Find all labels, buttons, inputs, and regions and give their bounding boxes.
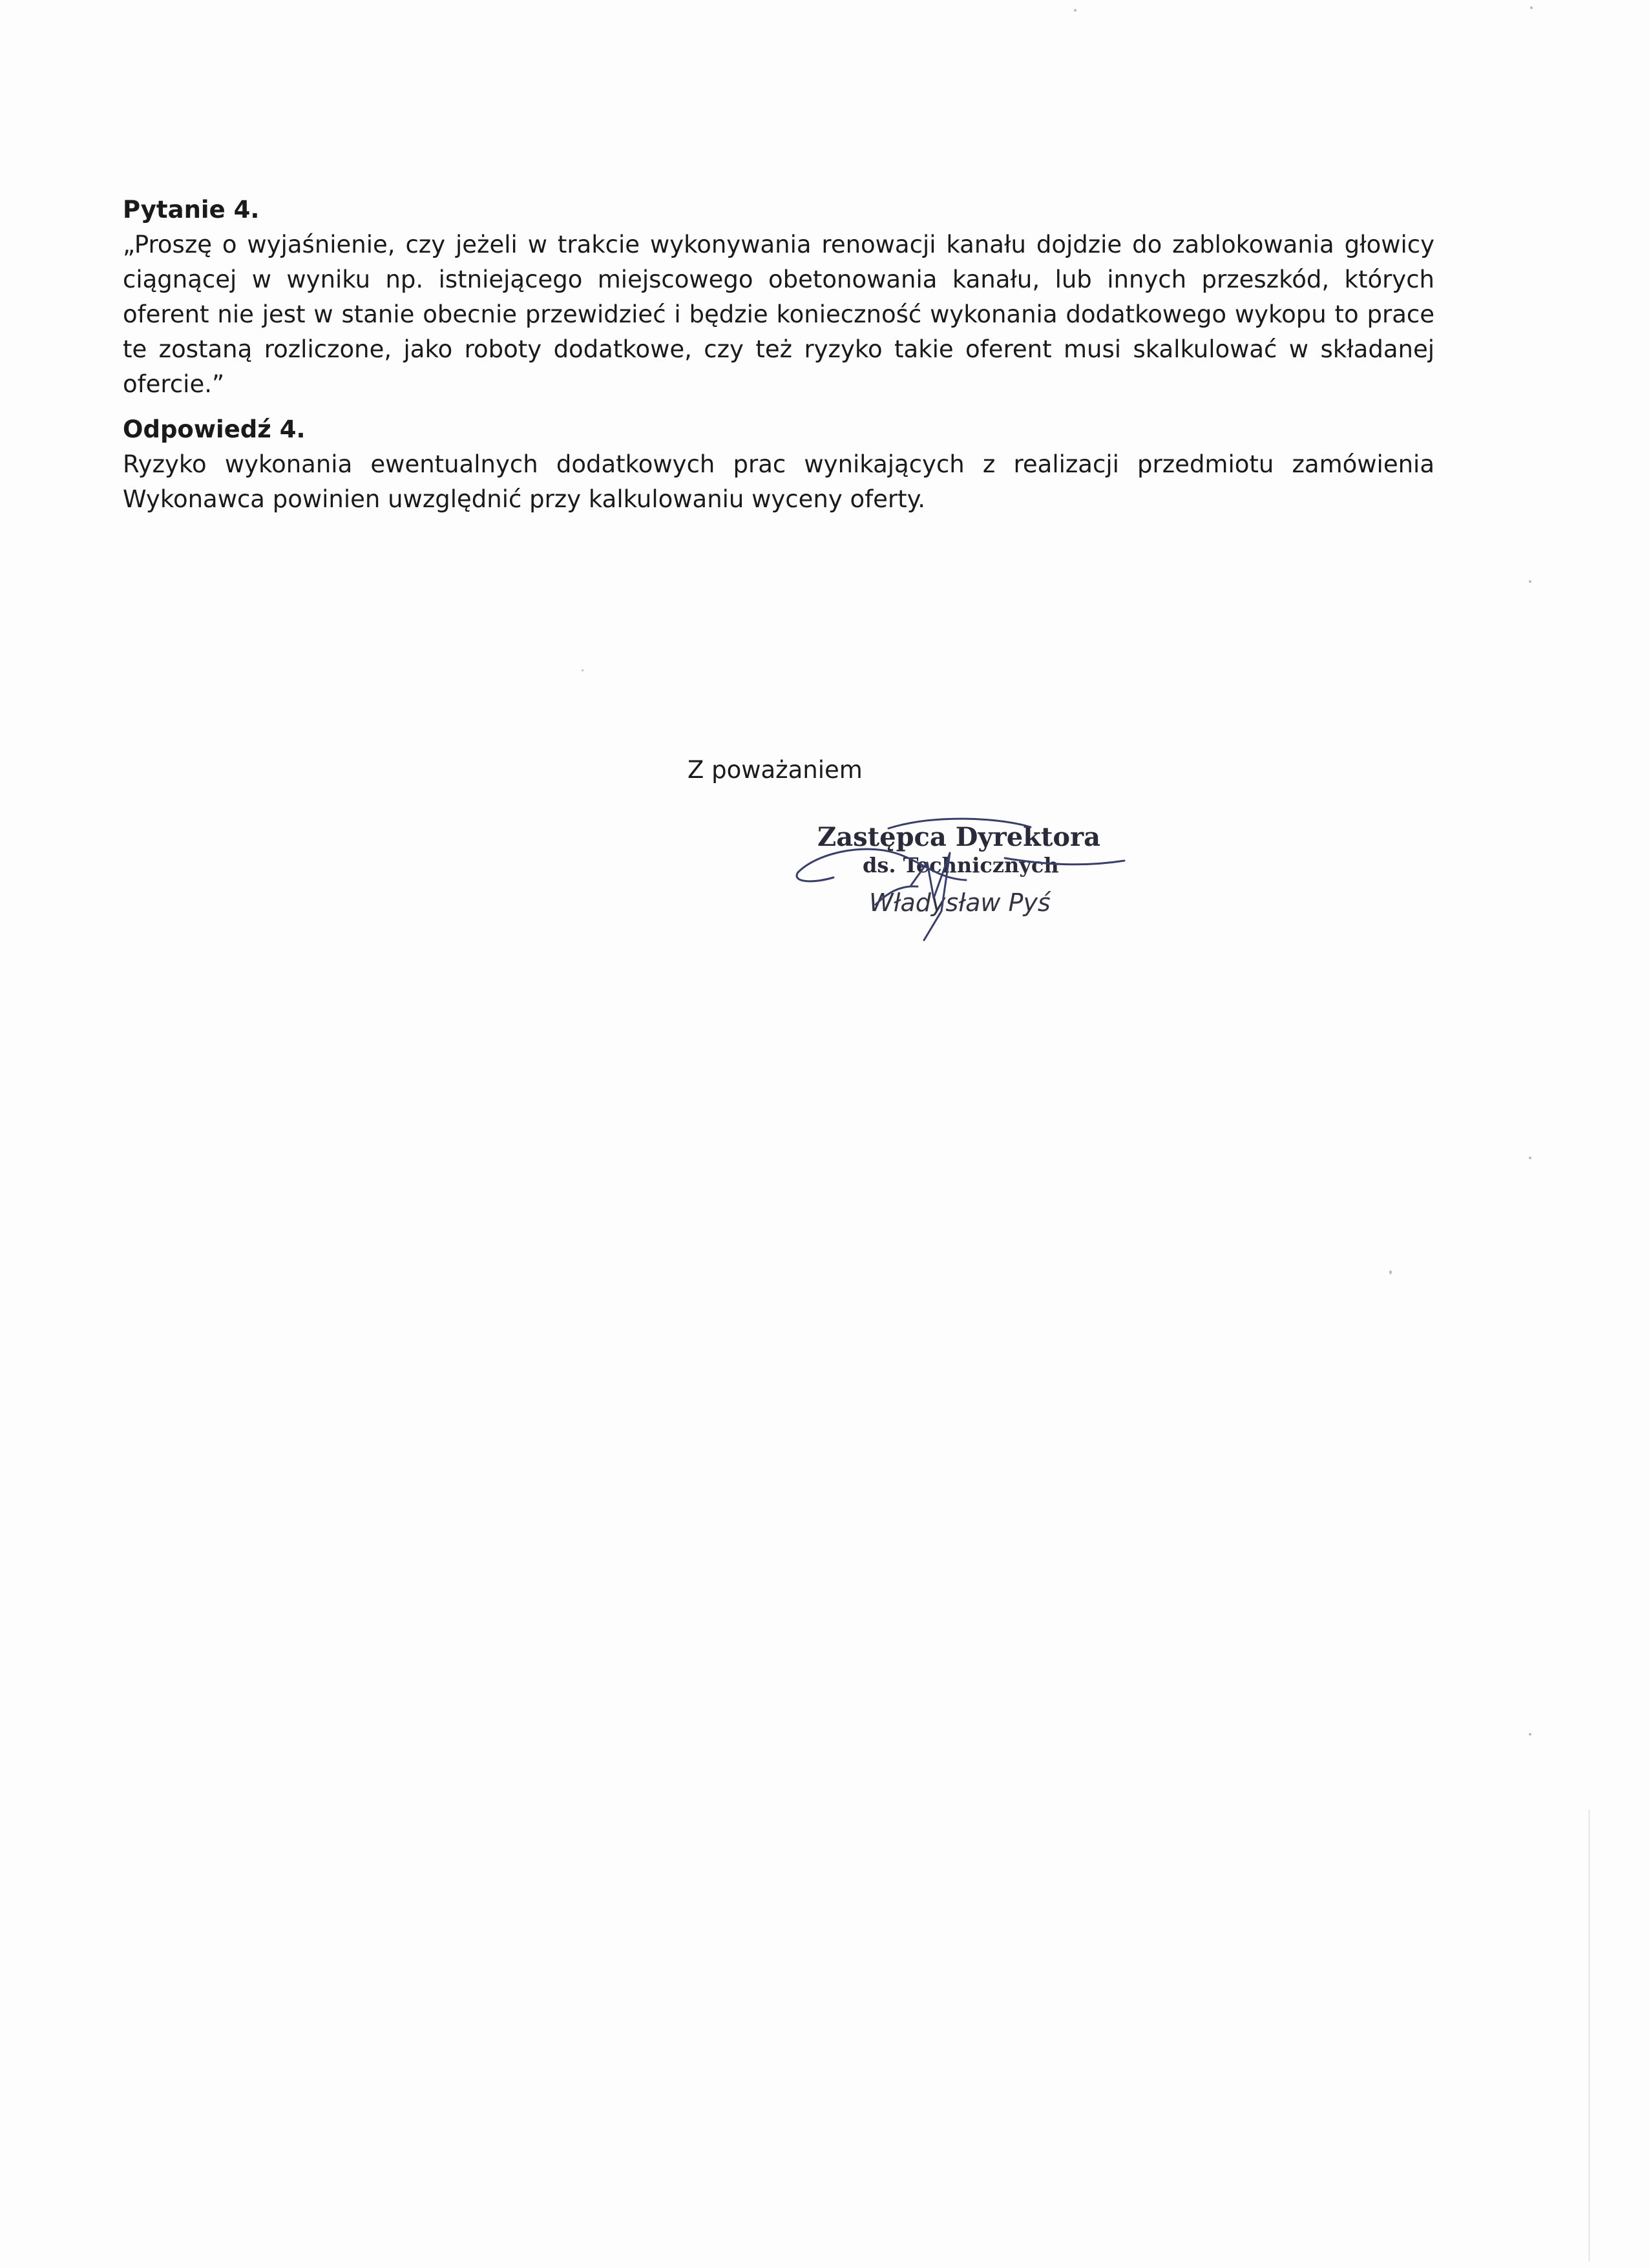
question-text: „Proszę o wyjaśnienie, czy jeżeli w trakcie wykonywania renowacji kanału dojdzie do zablokowania głowicy ciągnącej w wyniku np. istniejącego miejscowego obetonowania kanału, lub innych przeszkód, których oferent nie jest w stanie obecnie przewidzieć i będzie konieczność wykonania dodatkowego wykopu to prace te zostaną rozliczone, jako roboty dodatkowe, czy też ryzyko takie oferent musi skalkulować w składanej ofercie.” — [123, 231, 1434, 398]
stamp-name: Władysław Pyś — [869, 888, 1051, 917]
answer-text: Ryzyko wykonania ewentualnych dodatkowych prac wynikających z realizacji przedmiotu zamówienia Wykonawca powinien uwzględnić przy kalkulowaniu wyceny oferty. — [123, 450, 1434, 513]
scan-speck — [1529, 580, 1531, 583]
scan-speck — [1530, 6, 1533, 9]
handwritten-signature — [772, 808, 1134, 963]
signature-stamp — [772, 808, 1134, 963]
scan-speck — [1529, 1733, 1531, 1736]
stamp-subtitle: ds. Technicznych — [863, 853, 1059, 877]
scan-speck — [582, 669, 583, 671]
scan-speck — [1389, 1270, 1392, 1274]
closing-salutation: Z poważaniem — [688, 756, 863, 784]
question-heading: Pytanie 4. — [123, 196, 260, 224]
scan-speck — [1074, 9, 1077, 12]
scan-speck — [1529, 1157, 1531, 1159]
answer-heading: Odpowiedź 4. — [123, 415, 306, 443]
stamp-title: Zastępca Dyrektora — [817, 822, 1101, 852]
document-body — [123, 193, 1434, 517]
scan-edge-shadow — [1588, 1809, 1590, 2262]
section-gap — [123, 402, 1434, 412]
